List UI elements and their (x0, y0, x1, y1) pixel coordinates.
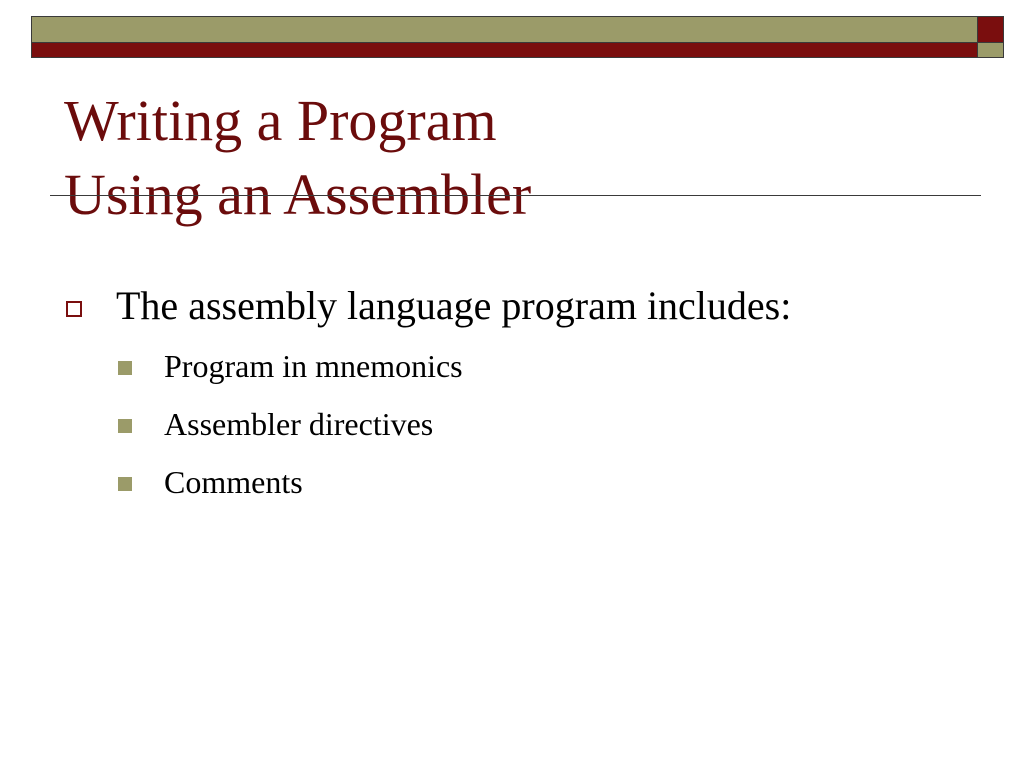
main-bullet-text: The assembly language program includes: (116, 283, 792, 328)
slide-title (64, 84, 531, 232)
filled-square-bullet-icon (118, 419, 132, 433)
header-corner-olive (977, 42, 1004, 58)
header-corner-maroon (977, 16, 1004, 43)
slide-title-line1: Writing a Program (64, 88, 497, 153)
title-underline-rule (50, 195, 981, 196)
sub-bullet-text: Program in mnemonics (164, 348, 463, 384)
hollow-square-bullet-icon (66, 301, 82, 317)
slide-title-line2: Using an Assembler (64, 162, 532, 227)
header-banner-olive (31, 16, 978, 43)
sub-bullet-text: Comments (164, 464, 303, 500)
filled-square-bullet-icon (118, 477, 132, 491)
filled-square-bullet-icon (118, 361, 132, 375)
sub-bullet-text: Assembler directives (164, 406, 434, 442)
header-banner-maroon (31, 42, 978, 58)
